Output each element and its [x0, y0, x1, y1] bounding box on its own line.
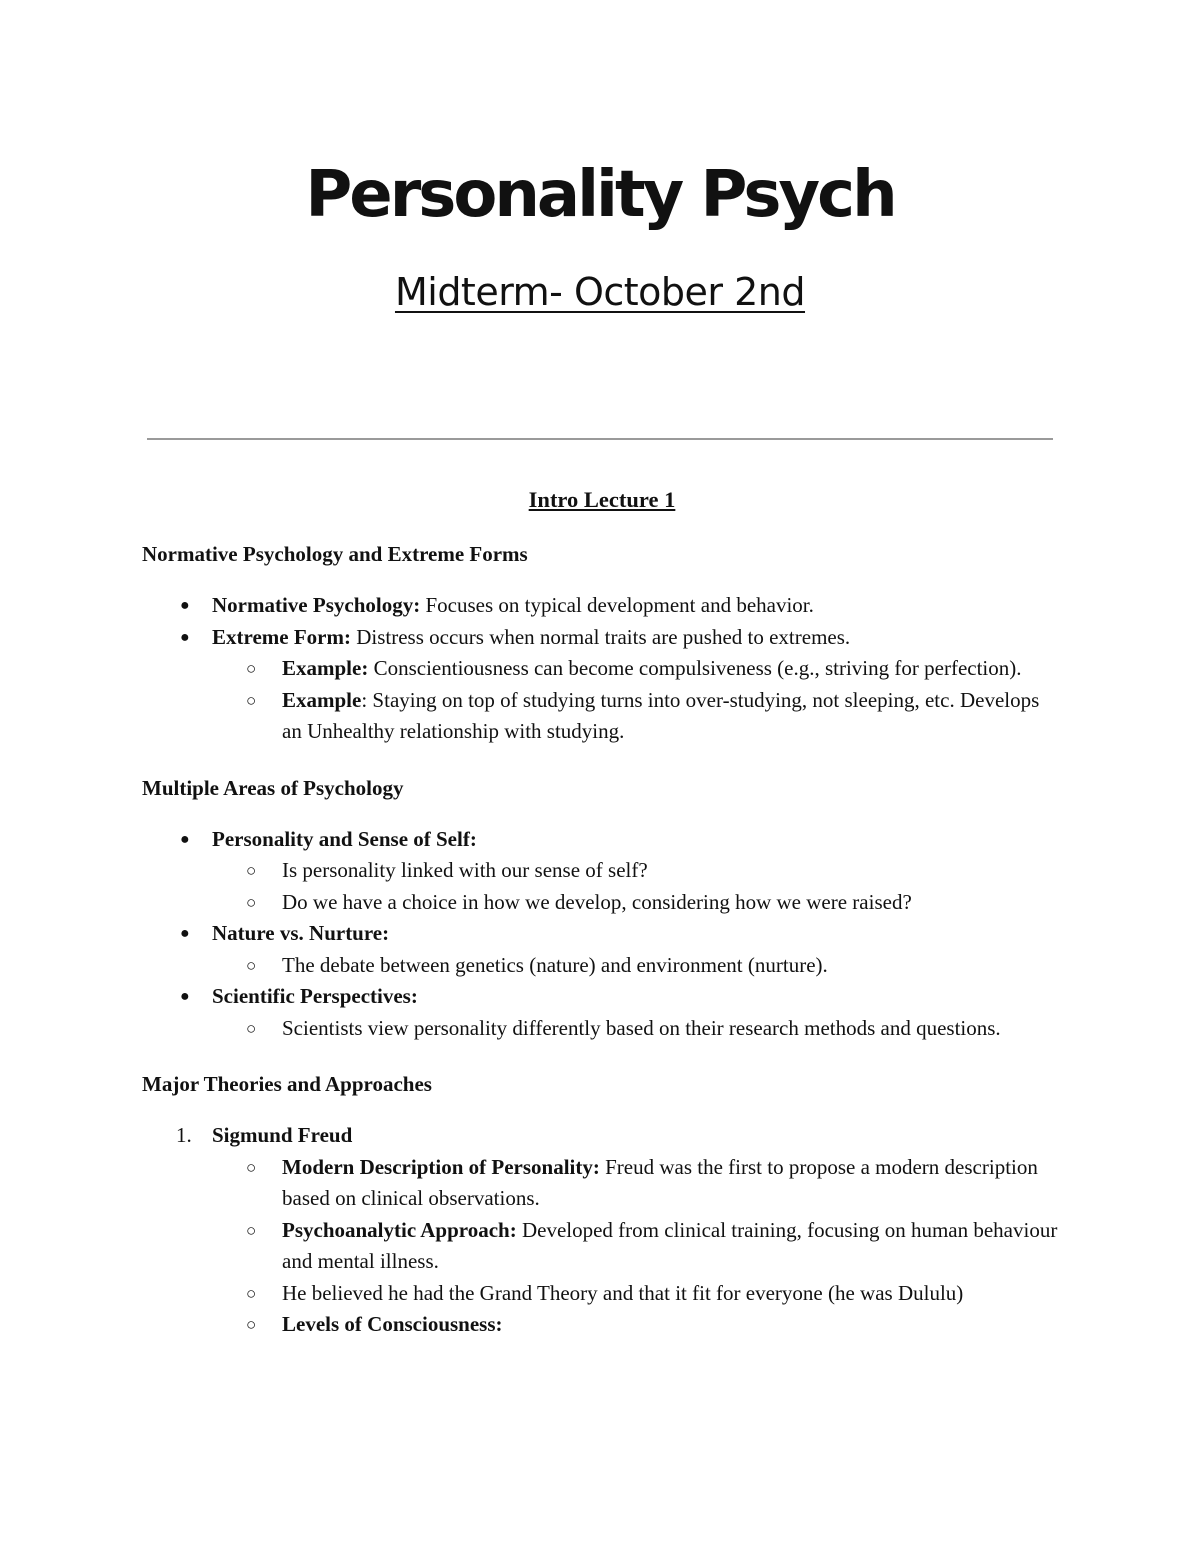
term: Levels of Consciousness:: [282, 1312, 503, 1336]
bullet-list-areas: [142, 824, 1062, 1045]
sub-list-item: [142, 950, 1062, 982]
term: Sigmund Freud: [212, 1123, 353, 1147]
list-number: 1.: [176, 1123, 192, 1147]
circle-bullet-icon: ○: [246, 1157, 257, 1177]
definition: Conscientiousness can become compulsiveness (e.g., striving for perfection).: [368, 656, 1022, 680]
bullet-icon: ●: [180, 925, 190, 942]
sub-list-item: [142, 1278, 1062, 1310]
sub-list-item: [142, 1013, 1062, 1045]
circle-bullet-icon: ○: [246, 1315, 257, 1334]
list-item: [142, 590, 1062, 622]
term: Example: [282, 687, 362, 712]
circle-bullet-icon: ○: [246, 861, 257, 880]
bullet-icon: ●: [180, 988, 190, 1005]
document-subtitle: [0, 262, 1200, 322]
circle-bullet-icon: ○: [246, 955, 257, 975]
sub-list-item: [142, 1152, 1062, 1215]
list-item: [142, 824, 1062, 856]
item-text: Is personality linked with our sense of self?: [282, 858, 648, 882]
bullet-icon: ●: [180, 830, 190, 848]
definition: Focuses on typical development and behavior.: [420, 593, 814, 617]
sub-list-item: [142, 1215, 1062, 1278]
term: Personality and Sense of Self:: [212, 826, 477, 851]
definition: : Staying on top of studying turns into over-studying, not sleeping, etc. Develops an Unhealthy relationship with studying.: [282, 687, 1040, 743]
list-item: [142, 918, 1062, 950]
definition: Freud was the first to propose a modern description based on clinical observations.: [282, 1154, 1038, 1210]
sub-list-item: [142, 653, 1062, 685]
circle-bullet-icon: ○: [246, 1283, 257, 1303]
definition: Developed from clinical training, focusing on human behaviour and mental illness.: [282, 1217, 1058, 1273]
horizontal-divider: [147, 438, 1053, 440]
term: Normative Psychology:: [212, 593, 421, 617]
list-item: [142, 622, 1062, 654]
section-heading-normative: Normative Psychology and Extreme Forms: [142, 542, 528, 566]
definition: Distress occurs when normal traits are pushed to extremes.: [350, 624, 851, 649]
notes-body: [142, 482, 1062, 1341]
section-heading-theories: Major Theories and Approaches: [142, 1072, 432, 1096]
subtitle-text: Midterm- October 2nd: [394, 270, 806, 314]
document-title: Personality Psych: [305, 158, 895, 232]
item-text: The debate between genetics (nature) and environment (nurture).: [282, 952, 828, 977]
bullet-icon: ●: [180, 597, 190, 614]
bullet-list-normative: [142, 590, 1062, 748]
circle-bullet-icon: ○: [246, 1018, 257, 1038]
item-text: Scientists view personality differently based on their research methods and questions.: [282, 1015, 1001, 1040]
sub-list-item: [142, 855, 1062, 887]
sub-list-item: [142, 685, 1062, 748]
circle-bullet-icon: ○: [246, 659, 257, 678]
item-text: Do we have a choice in how we develop, considering how we were raised?: [282, 889, 912, 914]
sub-list-item: [142, 887, 1062, 919]
sub-list-item: [142, 1309, 1062, 1341]
term: Psychoanalytic Approach:: [282, 1217, 517, 1242]
term: Modern Description of Personality:: [282, 1154, 600, 1179]
numbered-list-theories: [142, 1120, 1062, 1341]
list-item: [142, 1120, 1062, 1152]
term: Scientific Perspectives:: [212, 984, 418, 1008]
item-text: He believed he had the Grand Theory and that it fit for everyone (he was Dululu): [282, 1280, 964, 1305]
section-heading-areas: Multiple Areas of Psychology: [142, 775, 404, 800]
term: Extreme Form:: [212, 624, 351, 649]
list-item: [142, 981, 1062, 1013]
term: Example:: [282, 656, 369, 680]
circle-bullet-icon: ○: [246, 690, 257, 710]
term: Nature vs. Nurture:: [212, 921, 390, 945]
bullet-icon: ●: [180, 628, 190, 646]
circle-bullet-icon: ○: [246, 1220, 257, 1240]
circle-bullet-icon: ○: [246, 892, 257, 912]
lecture-heading: Intro Lecture 1: [528, 487, 676, 512]
